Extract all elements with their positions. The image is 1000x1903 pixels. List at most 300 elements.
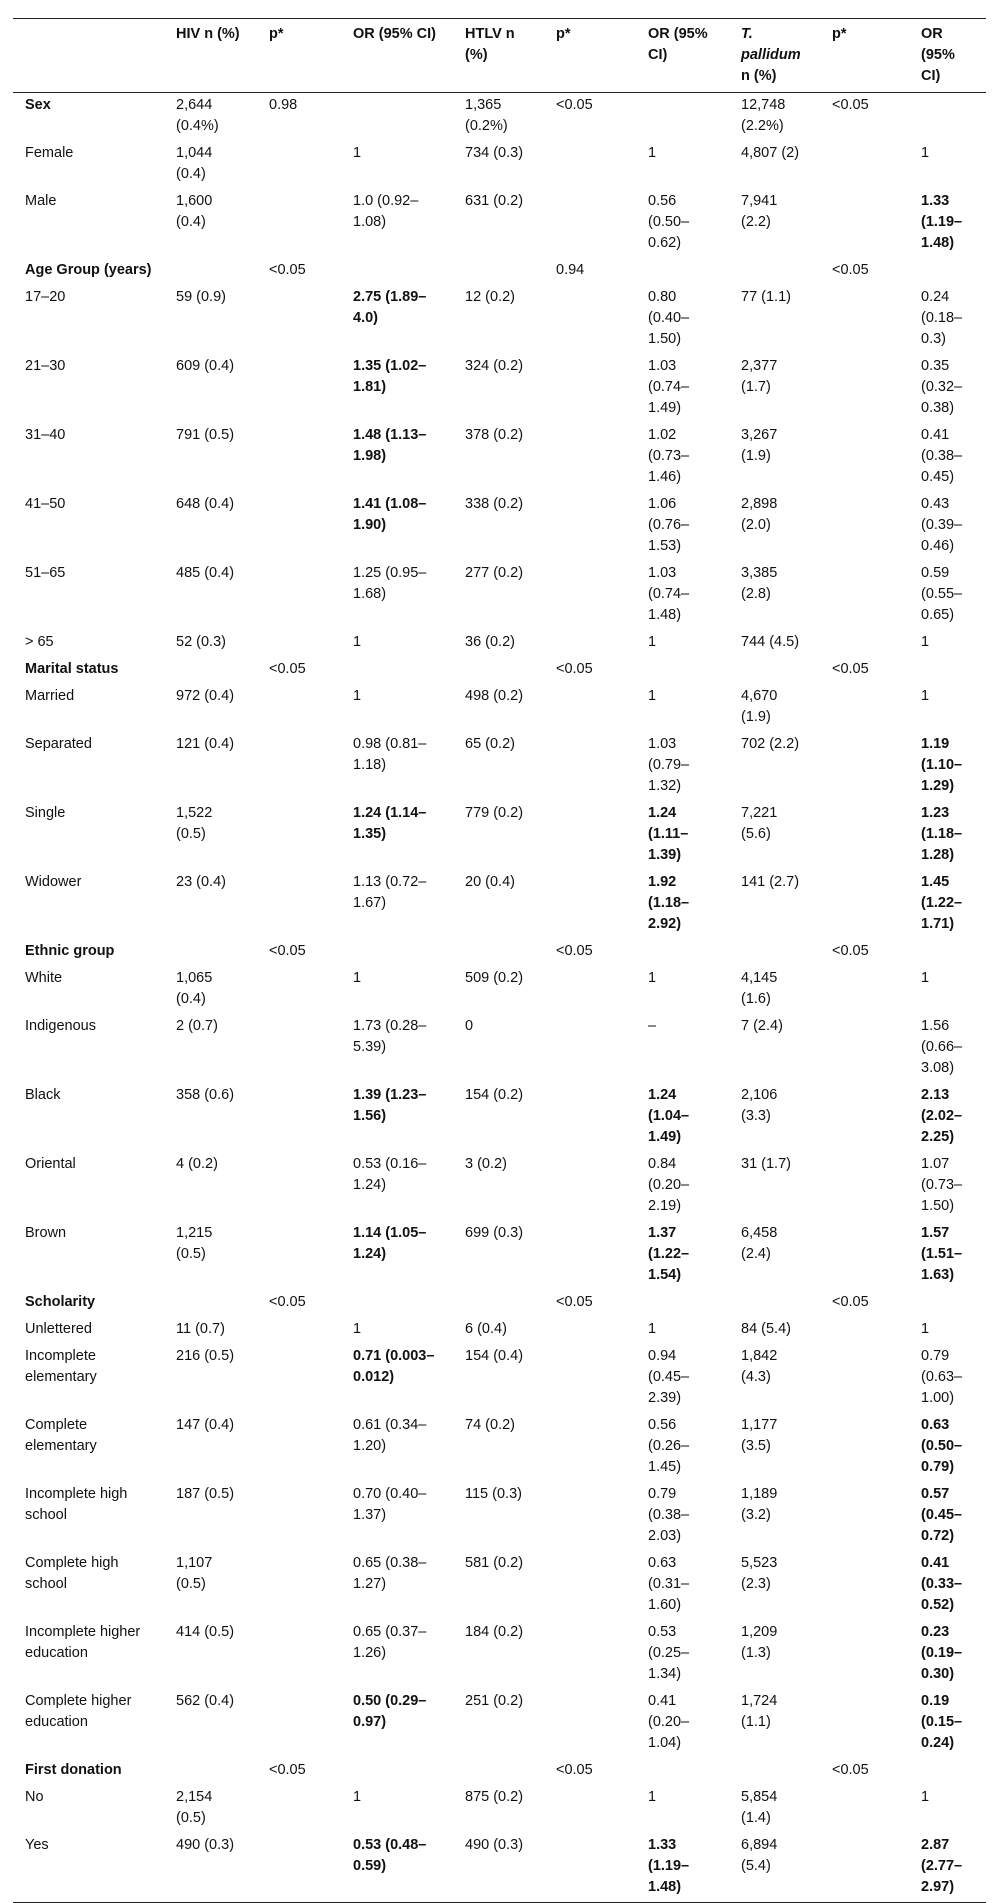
- cell-tpallidum-or: 1.57 (1.51–1.63): [921, 1225, 963, 1283]
- cell-hiv-or: 0.50 (0.29–0.97): [353, 1693, 427, 1730]
- table-row: [13, 1689, 986, 1758]
- header-cell-htlv-n: HTLV n (%): [465, 26, 515, 63]
- cell-variable: Female: [25, 145, 74, 161]
- cell-htlv-n: 581 (0.2): [465, 1555, 524, 1571]
- cell-tpallidum-or: 1: [921, 1321, 930, 1337]
- cell-htlv-or: 0.80 (0.40–1.50): [648, 289, 690, 347]
- cell-hiv-or: 1.0 (0.92–1.08): [353, 193, 419, 230]
- cell-variable: Single: [25, 805, 66, 821]
- cell-htlv-n: 74 (0.2): [465, 1417, 515, 1433]
- cell-htlv-p: [544, 1083, 636, 1152]
- cell-hiv-or: 0.65 (0.37–1.26): [353, 1624, 427, 1661]
- cell-tpallidum-p: <0.05: [832, 1294, 869, 1310]
- header-tpallidum-italic: T. pallidum: [741, 26, 801, 63]
- cell-htlv-or: 0.56 (0.26–1.45): [648, 1417, 690, 1475]
- table-group-row: [13, 1758, 986, 1785]
- cell-tpallidum-p: [820, 285, 909, 354]
- cell-htlv-or: 1.24 (1.11–1.39): [648, 805, 689, 863]
- cell-hiv-p: [257, 1620, 341, 1689]
- cell-htlv-n: 378 (0.2): [465, 427, 524, 443]
- cell-tpallidum-n: 5,523 (2.3): [741, 1555, 778, 1592]
- cell-hiv-n: 414 (0.5): [176, 1624, 235, 1640]
- cell-hiv-p: [257, 732, 341, 801]
- cell-variable: 41–50: [25, 496, 66, 512]
- cell-htlv-n: 1,365 (0.2%): [465, 97, 508, 134]
- table-row: [13, 1482, 986, 1551]
- cell-tpallidum-n: 84 (5.4): [741, 1321, 791, 1337]
- header-cell-tpallidum-p: p*: [832, 26, 847, 42]
- cell-htlv-n: 779 (0.2): [465, 805, 524, 821]
- table-row: [13, 1152, 986, 1221]
- cell-hiv-p: [257, 1152, 341, 1221]
- cell-tpallidum-n: 4,807 (2): [741, 145, 800, 161]
- cell-tpallidum-or: 0.41 (0.38–0.45): [921, 427, 963, 485]
- cell-hiv-or: 0.98 (0.81–1.18): [353, 736, 427, 773]
- cell-htlv-n: [453, 1758, 544, 1785]
- cell-hiv-p: 0.98: [269, 97, 298, 113]
- cell-tpallidum-n: 1,842 (4.3): [741, 1348, 778, 1385]
- cell-htlv-p: [544, 423, 636, 492]
- cell-htlv-p: [544, 354, 636, 423]
- cell-htlv-or: 1: [648, 1321, 657, 1337]
- cell-tpallidum-n: 744 (4.5): [741, 634, 800, 650]
- cell-hiv-or: 0.61 (0.34–1.20): [353, 1417, 427, 1454]
- cell-tpallidum-p: <0.05: [832, 661, 869, 677]
- cell-hiv-n: [164, 1290, 257, 1317]
- cell-hiv-p: [257, 561, 341, 630]
- cell-hiv-or: [341, 1758, 453, 1785]
- cell-variable: > 65: [25, 634, 54, 650]
- cell-tpallidum-or: 1.45 (1.22–1.71): [921, 874, 963, 932]
- cell-tpallidum-p: [820, 1152, 909, 1221]
- cell-htlv-p: [544, 966, 636, 1014]
- cell-tpallidum-or: [909, 258, 986, 285]
- cell-hiv-p: [257, 354, 341, 423]
- cell-htlv-p: [544, 1551, 636, 1620]
- table-row: [13, 561, 986, 630]
- cell-variable: 31–40: [25, 427, 66, 443]
- cell-htlv-n: 509 (0.2): [465, 970, 524, 986]
- cell-htlv-p: <0.05: [556, 97, 593, 113]
- cell-tpallidum-p: [820, 189, 909, 258]
- header-cell-htlv-or: OR (95% CI): [648, 26, 708, 63]
- cell-hiv-p: [257, 189, 341, 258]
- cell-hiv-n: 648 (0.4): [176, 496, 235, 512]
- cell-hiv-or: 1.13 (0.72–1.67): [353, 874, 427, 911]
- cell-hiv-p: <0.05: [269, 1762, 306, 1778]
- cell-hiv-p: [257, 1413, 341, 1482]
- cell-tpallidum-n: 7 (2.4): [741, 1018, 783, 1034]
- cell-hiv-or: 1: [353, 1321, 362, 1337]
- table-row: [13, 801, 986, 870]
- cell-htlv-p: [544, 1221, 636, 1290]
- cell-hiv-n: 2,154 (0.5): [176, 1789, 213, 1826]
- cell-tpallidum-p: [820, 1317, 909, 1344]
- cell-tpallidum-n: 141 (2.7): [741, 874, 800, 890]
- cell-hiv-p: [257, 1083, 341, 1152]
- cell-htlv-p: [544, 189, 636, 258]
- cell-variable: Marital status: [25, 661, 119, 677]
- cell-tpallidum-or: 0.23 (0.19–0.30): [921, 1624, 963, 1682]
- cell-htlv-n: 498 (0.2): [465, 688, 524, 704]
- cell-htlv-p: <0.05: [556, 943, 593, 959]
- table-row: [13, 354, 986, 423]
- cell-variable: Age Group (years): [25, 262, 152, 278]
- cell-hiv-or: 0.70 (0.40–1.37): [353, 1486, 427, 1523]
- cell-hiv-or: 0.53 (0.48–0.59): [353, 1837, 427, 1874]
- cell-htlv-or: [636, 1758, 729, 1785]
- table-row: [13, 1785, 986, 1833]
- cell-htlv-n: 115 (0.3): [465, 1486, 522, 1502]
- cell-htlv-p: [544, 1482, 636, 1551]
- cell-htlv-or: 0.84 (0.20–2.19): [648, 1156, 690, 1214]
- cell-htlv-n: 65 (0.2): [465, 736, 515, 752]
- table-header: [13, 19, 986, 93]
- cell-hiv-or: 1.24 (1.14–1.35): [353, 805, 427, 842]
- cell-hiv-or: 1.48 (1.13–1.98): [353, 427, 427, 464]
- cell-hiv-or: [341, 657, 453, 684]
- cell-hiv-n: 791 (0.5): [176, 427, 235, 443]
- cell-htlv-n: [453, 1290, 544, 1317]
- cell-tpallidum-p: [820, 561, 909, 630]
- cell-hiv-n: 1,107 (0.5): [176, 1555, 213, 1592]
- cell-htlv-p: [544, 801, 636, 870]
- cell-tpallidum-p: [820, 732, 909, 801]
- cell-hiv-n: 609 (0.4): [176, 358, 235, 374]
- cell-htlv-n: 875 (0.2): [465, 1789, 524, 1805]
- cell-hiv-p: [257, 285, 341, 354]
- cell-hiv-n: 972 (0.4): [176, 688, 235, 704]
- cell-htlv-p: [544, 870, 636, 939]
- cell-variable: Sex: [25, 97, 51, 113]
- cell-htlv-or: 1: [648, 1789, 657, 1805]
- cell-tpallidum-p: [820, 870, 909, 939]
- cell-tpallidum-p: [820, 1620, 909, 1689]
- cell-htlv-or: [636, 258, 729, 285]
- table-group-row: [13, 258, 986, 285]
- cell-tpallidum-n: 3,267 (1.9): [741, 427, 778, 464]
- cell-htlv-p: [544, 684, 636, 732]
- cell-tpallidum-or: 1.23 (1.18–1.28): [921, 805, 963, 863]
- cell-tpallidum-p: [820, 801, 909, 870]
- cell-variable: Black: [25, 1087, 61, 1103]
- cell-htlv-or: 1.24 (1.04–1.49): [648, 1087, 690, 1145]
- cell-htlv-or: 1: [648, 688, 657, 704]
- table-group-row: [13, 93, 986, 142]
- cell-hiv-p: <0.05: [269, 661, 306, 677]
- cell-htlv-or: 0.79 (0.38–2.03): [648, 1486, 690, 1544]
- cell-tpallidum-p: [820, 1221, 909, 1290]
- cell-variable: Incomplete higher education: [25, 1624, 141, 1661]
- cell-tpallidum-n: 31 (1.7): [741, 1156, 791, 1172]
- cell-htlv-or: 1.92 (1.18–2.92): [648, 874, 690, 932]
- cell-hiv-or: 1: [353, 970, 362, 986]
- cell-tpallidum-p: [820, 1413, 909, 1482]
- cell-hiv-or: [341, 939, 453, 966]
- cell-tpallidum-p: [820, 1482, 909, 1551]
- cell-hiv-n: 358 (0.6): [176, 1087, 235, 1103]
- cell-htlv-p: [544, 1689, 636, 1758]
- cell-htlv-n: 3 (0.2): [465, 1156, 507, 1172]
- cell-htlv-n: [453, 939, 544, 966]
- cell-hiv-p: [257, 141, 341, 189]
- cell-htlv-or: 0.94 (0.45–2.39): [648, 1348, 690, 1406]
- cell-variable: Male: [25, 193, 57, 209]
- cell-hiv-n: 121 (0.4): [176, 736, 235, 752]
- table-row: [13, 684, 986, 732]
- cell-hiv-or: [341, 93, 453, 142]
- cell-hiv-p: <0.05: [269, 943, 306, 959]
- cell-tpallidum-or: 1.33 (1.19–1.48): [921, 193, 963, 251]
- table-row: [13, 870, 986, 939]
- cell-hiv-p: [257, 1482, 341, 1551]
- cell-htlv-n: [453, 258, 544, 285]
- cell-tpallidum-n: [729, 657, 820, 684]
- cell-tpallidum-n: 5,854 (1.4): [741, 1789, 778, 1826]
- cell-hiv-p: <0.05: [269, 1294, 306, 1310]
- cell-htlv-p: [544, 1152, 636, 1221]
- cell-tpallidum-or: [909, 1758, 986, 1785]
- cell-tpallidum-p: [820, 423, 909, 492]
- cell-tpallidum-n: [729, 1290, 820, 1317]
- header-cell-hiv-n: HIV n (%): [176, 26, 240, 42]
- table-row: [13, 630, 986, 657]
- cell-hiv-or: 0.71 (0.003–0.012): [353, 1348, 435, 1385]
- header-cell-hiv-p: p*: [269, 26, 284, 42]
- cell-hiv-or: 1: [353, 688, 362, 704]
- cell-tpallidum-or: 1.56 (0.66–3.08): [921, 1018, 963, 1076]
- cell-htlv-p: [544, 732, 636, 801]
- cell-tpallidum-p: [820, 1551, 909, 1620]
- header-row: [13, 19, 986, 93]
- cell-variable: Incomplete elementary: [25, 1348, 97, 1385]
- table-row: [13, 966, 986, 1014]
- cell-variable: Complete higher education: [25, 1693, 132, 1730]
- cell-htlv-p: [544, 285, 636, 354]
- cell-hiv-or: 1.73 (0.28–5.39): [353, 1018, 427, 1055]
- cell-tpallidum-or: [909, 657, 986, 684]
- cell-hiv-n: 1,522 (0.5): [176, 805, 213, 842]
- cell-tpallidum-n: 1,209 (1.3): [741, 1624, 778, 1661]
- cell-variable: First donation: [25, 1762, 122, 1778]
- cell-hiv-p: [257, 1014, 341, 1083]
- cell-htlv-or: [636, 1290, 729, 1317]
- cell-htlv-n: 734 (0.3): [465, 145, 524, 161]
- cell-variable: Brown: [25, 1225, 67, 1241]
- cell-hiv-or: 1.14 (1.05–1.24): [353, 1225, 427, 1262]
- table-group-row: [13, 657, 986, 684]
- cell-variable: Separated: [25, 736, 92, 752]
- cell-htlv-p: 0.94: [556, 262, 585, 278]
- cell-tpallidum-n: 6,894 (5.4): [741, 1837, 778, 1874]
- cell-tpallidum-p: [820, 1833, 909, 1903]
- cell-htlv-or: 1: [648, 145, 657, 161]
- table-group-row: [13, 1290, 986, 1317]
- cell-htlv-p: [544, 630, 636, 657]
- cell-htlv-p: [544, 1785, 636, 1833]
- cell-htlv-n: 20 (0.4): [465, 874, 515, 890]
- cell-hiv-p: <0.05: [269, 262, 306, 278]
- table-row: [13, 285, 986, 354]
- cell-tpallidum-p: [820, 966, 909, 1014]
- cell-tpallidum-or: 1: [921, 634, 930, 650]
- cell-hiv-n: [164, 939, 257, 966]
- cell-tpallidum-or: 0.43 (0.39–0.46): [921, 496, 963, 554]
- cell-tpallidum-or: 0.24 (0.18–0.3): [921, 289, 963, 347]
- cell-tpallidum-n: 4,145 (1.6): [741, 970, 778, 1007]
- cell-tpallidum-n: [729, 939, 820, 966]
- cell-hiv-n: 216 (0.5): [176, 1348, 235, 1364]
- cell-hiv-p: [257, 1785, 341, 1833]
- cell-hiv-n: [164, 1758, 257, 1785]
- cell-hiv-or: 1.41 (1.08–1.90): [353, 496, 427, 533]
- cell-htlv-p: [544, 561, 636, 630]
- table-row: [13, 1344, 986, 1413]
- cell-variable: 51–65: [25, 565, 66, 581]
- cell-tpallidum-n: 4,670 (1.9): [741, 688, 778, 725]
- cell-htlv-p: <0.05: [556, 661, 593, 677]
- cell-htlv-or: 1.02 (0.73–1.46): [648, 427, 690, 485]
- cell-variable: Complete high school: [25, 1555, 119, 1592]
- cell-htlv-or: 1.37 (1.22–1.54): [648, 1225, 690, 1283]
- cell-htlv-or: 0.56 (0.50–0.62): [648, 193, 690, 251]
- cell-tpallidum-or: 0.59 (0.55–0.65): [921, 565, 963, 623]
- cell-hiv-or: 1: [353, 634, 362, 650]
- cell-tpallidum-p: [820, 1083, 909, 1152]
- cell-hiv-p: [257, 1221, 341, 1290]
- cell-htlv-n: 324 (0.2): [465, 358, 524, 374]
- cell-htlv-p: [544, 141, 636, 189]
- table-row: [13, 1083, 986, 1152]
- cell-htlv-n: 338 (0.2): [465, 496, 524, 512]
- cell-tpallidum-p: <0.05: [832, 262, 869, 278]
- cell-htlv-p: [544, 492, 636, 561]
- cell-hiv-p: [257, 1689, 341, 1758]
- cell-hiv-or: 1.35 (1.02–1.81): [353, 358, 427, 395]
- cell-htlv-or: 1: [648, 970, 657, 986]
- cell-hiv-n: 562 (0.4): [176, 1693, 235, 1709]
- cell-hiv-or: [341, 258, 453, 285]
- cell-tpallidum-n: 6,458 (2.4): [741, 1225, 778, 1262]
- cell-tpallidum-n: 1,724 (1.1): [741, 1693, 778, 1730]
- cell-tpallidum-or: 0.35 (0.32–0.38): [921, 358, 963, 416]
- cell-tpallidum-n: [729, 1758, 820, 1785]
- cell-htlv-or: 1: [648, 634, 657, 650]
- cell-htlv-n: 6 (0.4): [465, 1321, 507, 1337]
- cell-variable: Yes: [25, 1837, 49, 1853]
- cell-tpallidum-p: [820, 1014, 909, 1083]
- cell-hiv-or: 1.25 (0.95–1.68): [353, 565, 427, 602]
- cell-hiv-or: 1.39 (1.23–1.56): [353, 1087, 427, 1124]
- cell-htlv-p: <0.05: [556, 1762, 593, 1778]
- cell-htlv-n: 277 (0.2): [465, 565, 524, 581]
- cell-hiv-n: 1,065 (0.4): [176, 970, 213, 1007]
- cell-hiv-n: 187 (0.5): [176, 1486, 235, 1502]
- cell-tpallidum-or: 1.19 (1.10–1.29): [921, 736, 963, 794]
- table-row: [13, 1014, 986, 1083]
- cell-htlv-or: [636, 939, 729, 966]
- cell-htlv-or: 1.03 (0.74–1.48): [648, 565, 690, 623]
- cell-htlv-n: [453, 657, 544, 684]
- cell-tpallidum-or: 0.41 (0.33–0.52): [921, 1555, 963, 1613]
- cell-tpallidum-p: [820, 1785, 909, 1833]
- cell-htlv-n: 12 (0.2): [465, 289, 515, 305]
- header-cell-hiv-or: OR (95% CI): [353, 26, 436, 42]
- cell-htlv-or: 1.06 (0.76–1.53): [648, 496, 690, 554]
- cell-tpallidum-n: 2,898 (2.0): [741, 496, 778, 533]
- cell-tpallidum-or: 0.57 (0.45–0.72): [921, 1486, 963, 1544]
- cell-htlv-or: 1.03 (0.74–1.49): [648, 358, 690, 416]
- cell-hiv-n: 490 (0.3): [176, 1837, 235, 1853]
- cell-tpallidum-n: 12,748 (2.2%): [741, 97, 786, 134]
- cell-variable: Incomplete high school: [25, 1486, 128, 1523]
- cell-htlv-or: 0.63 (0.31–1.60): [648, 1555, 690, 1613]
- cell-tpallidum-or: 2.87 (2.77–2.97): [921, 1837, 963, 1895]
- cell-hiv-or: [341, 1290, 453, 1317]
- cell-tpallidum-or: 1.07 (0.73–1.50): [921, 1156, 963, 1214]
- cell-tpallidum-p: [820, 354, 909, 423]
- table-row: [13, 141, 986, 189]
- cell-hiv-or: 0.65 (0.38–1.27): [353, 1555, 427, 1592]
- cell-tpallidum-n: 3,385 (2.8): [741, 565, 778, 602]
- cell-hiv-n: 147 (0.4): [176, 1417, 235, 1433]
- header-cell-tpallidum-or: OR (95% CI): [921, 26, 955, 84]
- cell-hiv-n: 59 (0.9): [176, 289, 226, 305]
- cell-tpallidum-or: 1: [921, 1789, 930, 1805]
- cell-htlv-n: 154 (0.2): [465, 1087, 524, 1103]
- cell-tpallidum-p: [820, 684, 909, 732]
- cell-tpallidum-n: 2,106 (3.3): [741, 1087, 778, 1124]
- table-row: [13, 423, 986, 492]
- table-row: [13, 492, 986, 561]
- cell-tpallidum-or: 0.19 (0.15–0.24): [921, 1693, 963, 1751]
- table-row: [13, 732, 986, 801]
- cell-hiv-n: 4 (0.2): [176, 1156, 218, 1172]
- cell-hiv-n: [164, 657, 257, 684]
- cell-variable: 21–30: [25, 358, 66, 374]
- cell-hiv-n: 1,044 (0.4): [176, 145, 213, 182]
- cell-hiv-n: 485 (0.4): [176, 565, 235, 581]
- cell-tpallidum-n: 2,377 (1.7): [741, 358, 778, 395]
- cell-tpallidum-p: [820, 1689, 909, 1758]
- cell-hiv-or: 0.53 (0.16–1.24): [353, 1156, 427, 1193]
- cell-htlv-n: 631 (0.2): [465, 193, 524, 209]
- cell-tpallidum-or: 2.13 (2.02–2.25): [921, 1087, 963, 1145]
- cell-variable: 17–20: [25, 289, 66, 305]
- cell-hiv-p: [257, 684, 341, 732]
- cell-hiv-p: [257, 801, 341, 870]
- cell-variable: Indigenous: [25, 1018, 96, 1034]
- cell-hiv-p: [257, 1551, 341, 1620]
- cell-variable: Married: [25, 688, 75, 704]
- header-cell-variable: [13, 19, 164, 93]
- cell-variable: Scholarity: [25, 1294, 96, 1310]
- cell-htlv-p: <0.05: [556, 1294, 593, 1310]
- table-row: [13, 1833, 986, 1903]
- cell-hiv-p: [257, 423, 341, 492]
- cell-tpallidum-p: [820, 1344, 909, 1413]
- cell-hiv-p: [257, 492, 341, 561]
- cell-htlv-or: 1.03 (0.79–1.32): [648, 736, 690, 794]
- cell-hiv-or: 1: [353, 145, 362, 161]
- data-table: [13, 18, 986, 1903]
- table-body: [13, 93, 986, 1903]
- cell-htlv-or: 0.41 (0.20–1.04): [648, 1693, 690, 1751]
- table-row: [13, 1221, 986, 1290]
- cell-htlv-p: [544, 1833, 636, 1903]
- cell-htlv-n: 490 (0.3): [465, 1837, 524, 1853]
- cell-tpallidum-or: 0.79 (0.63–1.00): [921, 1348, 963, 1406]
